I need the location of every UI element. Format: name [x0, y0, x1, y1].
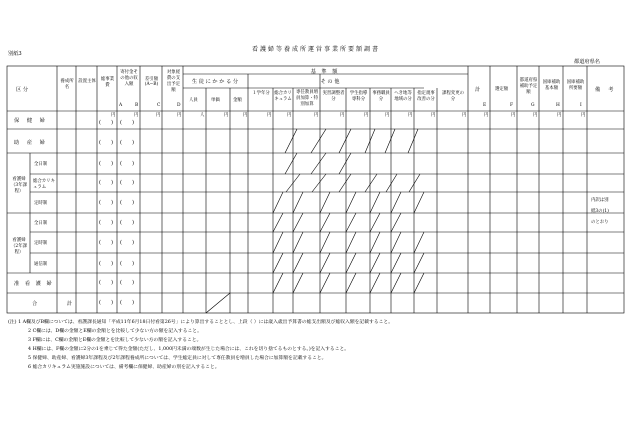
header-deduction: 寄付金その他の収入額	[120, 70, 138, 87]
paren-b-r5: ( )	[120, 200, 134, 206]
paren-a-r4: ( )	[99, 180, 113, 186]
paren-b-r3: ( )	[120, 161, 134, 167]
header-persons: 人員	[189, 98, 198, 103]
row-label-2yr-full: 全日制	[34, 221, 48, 226]
paren-a-r7: ( )	[99, 240, 113, 246]
paren-a-r6: ( )	[99, 220, 113, 226]
header-curriculum-change2: 総合カリキュラム	[274, 91, 292, 102]
header-remote: へき地等地域の分	[394, 91, 412, 102]
header-pref-subsidy: 都道府県補助予定額	[519, 78, 538, 95]
unit-yen-total: 円	[484, 113, 489, 118]
header-pref-subsidy-code: G	[531, 103, 535, 108]
remarks-line2: 紙3の(1)	[591, 209, 609, 214]
header-national-req: 国庫補助所要額	[566, 80, 585, 91]
header-total-code: E	[483, 103, 487, 108]
note-1: (注) 1 A欄及びB欄については、看護課長通知「平成11年6月18日付看第26号」により算出することとし、上段（ ）には歳入歳出予算書の総支出額及び総収入額を記載すること。	[8, 320, 394, 325]
header-target-cost: 対象経費の支出予定額	[166, 70, 181, 93]
unit-yen-a: 円	[111, 113, 116, 118]
header-selected-code: F	[510, 103, 514, 108]
paren-a-r1: ( )	[99, 120, 113, 126]
header-national-req-code: I	[580, 103, 582, 108]
paren-b-r1: ( )	[120, 120, 134, 126]
paren-b-r7: ( )	[120, 240, 134, 246]
note-3: 3 F欄には、C欄の金額とE欄の金額とを比較して少ない方の額を記入すること。	[28, 338, 202, 343]
row-label-total: 合 計	[32, 301, 87, 307]
note-6: 6 総合カリキュラム実施施設については、備考欄に保健婦、助産婦の別を記入すること。	[28, 365, 220, 370]
header-other-group: そ の 他	[320, 79, 340, 85]
unit-yen-7: 円	[408, 113, 413, 118]
paren-a-r5: ( )	[99, 200, 113, 206]
unit-person: 人	[200, 113, 205, 118]
header-curriculum-change: １学年分	[252, 91, 270, 96]
unit-yen-d: 円	[177, 113, 182, 118]
header-unit-price: 単価	[211, 98, 220, 103]
header-selected: 選定額	[495, 87, 509, 92]
header-remarks: 備考	[595, 87, 622, 93]
header-national-base: 国庫補助基本額	[542, 80, 561, 91]
header-total-cost: 総事業費	[100, 77, 115, 88]
note-4: 4 H欄には、F欄の金額に2分の1を乗じて得た金額(ただし、1,000円未満の端数が生じた場合には、これを切り捨てるものとする。)を記入すること。	[28, 347, 350, 352]
header-school: 養成所名	[60, 79, 74, 90]
paren-a-r9: ( )	[99, 280, 113, 286]
header-deduction-code: B	[135, 103, 139, 108]
unit-yen-8: 円	[431, 113, 436, 118]
unit-yen-price: 円	[224, 113, 229, 118]
row-label-3yr-part: 定時制	[34, 201, 48, 206]
note-5: 5 保健婦、助産婦、看護婦3年課程及び2年課程養成所については、学生総定員に対して専任教員を増員した場合に加算額を記載すること。	[28, 356, 327, 361]
form-number: 別紙3	[8, 51, 22, 57]
row-label-3yr-integrated: 総合カリキュラム	[33, 179, 55, 190]
unit-yen-5: 円	[364, 113, 369, 118]
header-designated: 指定規事改善の分	[417, 91, 435, 102]
row-label-midwife: 助 産 婦	[14, 140, 48, 146]
header-special: 専任教員増員加算・特別加算	[296, 90, 318, 107]
prefecture-label: 都道府県名	[574, 59, 600, 65]
header-total: 計	[475, 87, 481, 93]
unit-yen-c: 円	[156, 113, 161, 118]
remarks-line1: 内訳は別	[591, 198, 609, 203]
row-label-2yr-part: 定時制	[34, 241, 48, 246]
paren-b-r2: ( )	[120, 140, 134, 146]
paren-a-r2: ( )	[99, 140, 113, 146]
paren-a-r3: ( )	[99, 161, 113, 167]
unit-yen-4: 円	[340, 113, 345, 118]
remarks-line3: のとおり	[591, 220, 609, 225]
page-title: 看護婦等養成所運営事業所要額調書	[251, 46, 381, 53]
unit-yen-6: 円	[385, 113, 390, 118]
header-standard-group: 基 準 額	[310, 69, 340, 75]
header-practice: 実習調整者分	[322, 91, 345, 102]
unit-yen-amount: 円	[243, 113, 248, 118]
paren-b-r8: ( )	[120, 261, 134, 267]
paren-b-r10: ( )	[120, 300, 134, 306]
paren-a-r10: ( )	[99, 300, 113, 306]
row-label-nurse-2yr: 看護婦（2年課程）	[11, 238, 27, 255]
unit-yen-1: 円	[267, 113, 272, 118]
header-national-base-code: H	[556, 103, 560, 108]
row-label-nurse-3yr: 看護婦（3年課程）	[11, 177, 27, 194]
paren-a-r8: ( )	[99, 261, 113, 267]
header-division: 区 分	[16, 87, 29, 93]
unit-yen-i: 円	[581, 113, 586, 118]
unit-yen-g: 円	[533, 113, 538, 118]
header-office: 事務職員分	[372, 91, 390, 102]
unit-yen-2: 円	[287, 113, 292, 118]
paren-b-r6: ( )	[120, 220, 134, 226]
header-diff: 差引額(A−B)	[144, 77, 159, 87]
unit-yen-f: 円	[511, 113, 516, 118]
header-student-adv: 学生指導専科分	[349, 91, 368, 102]
unit-yen-b: 円	[134, 113, 139, 118]
header-diff-code: C	[157, 103, 161, 108]
paren-b-r4: ( )	[120, 180, 134, 186]
header-total-cost-code: A	[119, 103, 123, 108]
header-staff-group: 生 徒 に か か る 分	[191, 79, 239, 85]
row-label-3yr-full: 全日制	[34, 162, 48, 167]
row-label-2yr-corr: 通信制	[34, 262, 48, 267]
unit-yen-h: 円	[557, 113, 562, 118]
header-founder: 設置主体	[78, 79, 96, 84]
note-2: 2 C欄には、D欄の金額とE欄の金額とを比較して少ない方の額を記入すること。	[28, 329, 202, 334]
unit-yen-3: 円	[314, 113, 319, 118]
header-course-change: 課程変更の分	[442, 91, 464, 102]
header-amount: 金額	[233, 98, 242, 103]
row-label-assistant-nurse: 准 看 護 婦	[14, 281, 54, 287]
unit-yen-9: 円	[462, 113, 467, 118]
row-label-public-health: 保 健 婦	[14, 118, 48, 124]
header-target-cost-code: D	[177, 103, 181, 108]
paren-b-r9: ( )	[120, 280, 134, 286]
